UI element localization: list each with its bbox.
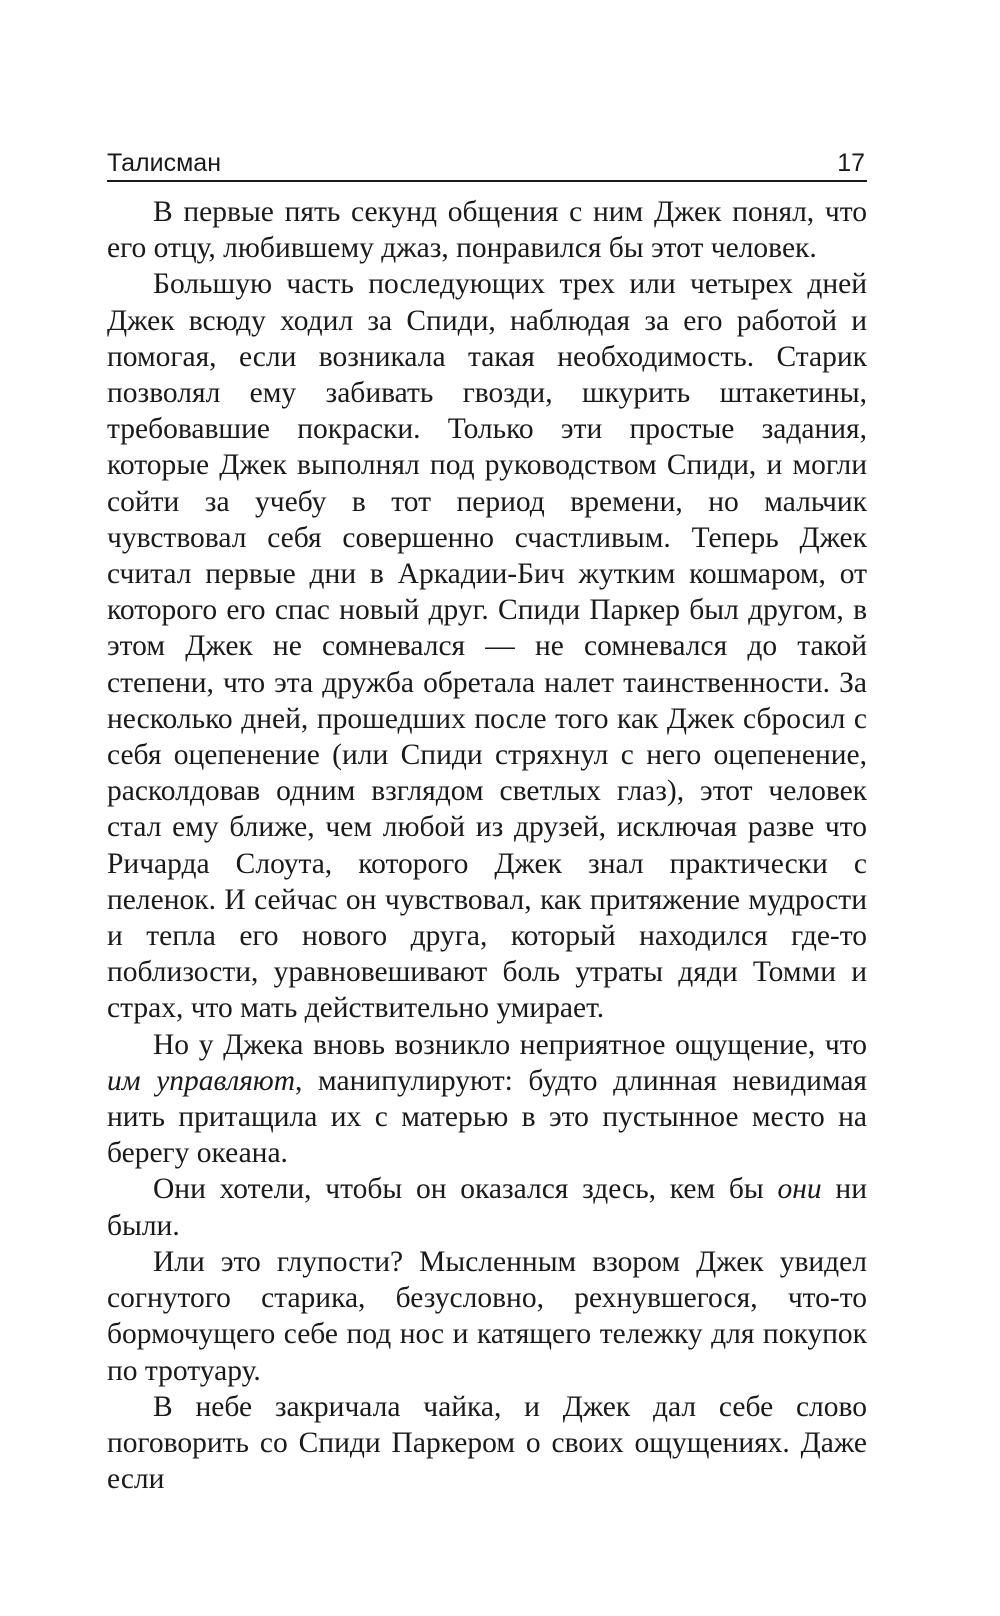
page-number: 17: [837, 149, 865, 177]
page-content: [107, 148, 867, 1497]
paragraph-2: [107, 266, 867, 1026]
paragraph-text: Или это глупости? Мысленным взором Джек увидел согнутого старика, безусловно, рехнувшегося, что-то бормочущего себе под нос и катящего тележку для покупок по тротуару.: [107, 1245, 867, 1387]
paragraph-text: Они хотели, чтобы он оказался здесь, кем бы: [153, 1173, 778, 1206]
paragraph-text: , манипулируют: будто длинная невидимая нить притащила их с матерью в это пустынное место на берегу океана.: [107, 1064, 867, 1170]
paragraph-6: [107, 1389, 867, 1498]
italic-emphasis: им управляют: [107, 1064, 296, 1097]
paragraph-text: ни были.: [107, 1173, 867, 1242]
book-title: Талисман: [107, 149, 222, 177]
body-text: [107, 194, 867, 1497]
paragraph-text: В небе закричала чайка, и Джек дал себе слово поговорить со Спиди Паркером о своих ощущениях. Даже если: [107, 1390, 867, 1496]
paragraph-1: [107, 194, 867, 266]
paragraph-text: Но у Джека вновь возникло неприятное ощущение, что: [153, 1028, 867, 1061]
paragraph-text: В первые пять секунд общения с ним Джек понял, что его отцу, любившему джаз, понравился бы этот человек.: [107, 196, 867, 265]
italic-emphasis: они: [777, 1173, 822, 1206]
running-header: [107, 148, 867, 182]
paragraph-text: Большую часть последующих трех или четырех дней Джек всюду ходил за Спиди, наблюдая за его работой и помогая, если возникала такая необходимость. Старик позволял ему забивать гвозди, шкурить штакетины, требовавшие покраски. Только эти простые задания, которые Джек выполнял под руководством Спиди, и могли сойти за учебу в тот период времени, но мальчик чувствовал себя совершенно счастливым. Теперь Джек считал первые дни в Аркадии-Бич жутким кошмаром, от которого его спас новый друг. Спиди Паркер был другом, в этом Джек не сомневался — не сомневался до такой степени, что эта дружба обретала налет таинственности. За несколько дней, прошедших после того как Джек сбросил с себя оцепенение (или Спиди стряхнул с него оцепенение, расколдовав одним взглядом светлых глаз), этот человек стал ему ближе, чем любой из друзей, исключая разве что Ричарда Слоута, которого Джек знал практически с пеленок. И сейчас он чувствовал, как притяжение мудрости и тепла его нового друга, который находился где-то поблизости, уравновешивают боль утраты дяди Томми и страх, что мать действительно умирает.: [107, 268, 867, 1025]
paragraph-4: [107, 1171, 867, 1243]
paragraph-5: [107, 1244, 867, 1389]
paragraph-3: [107, 1027, 867, 1172]
